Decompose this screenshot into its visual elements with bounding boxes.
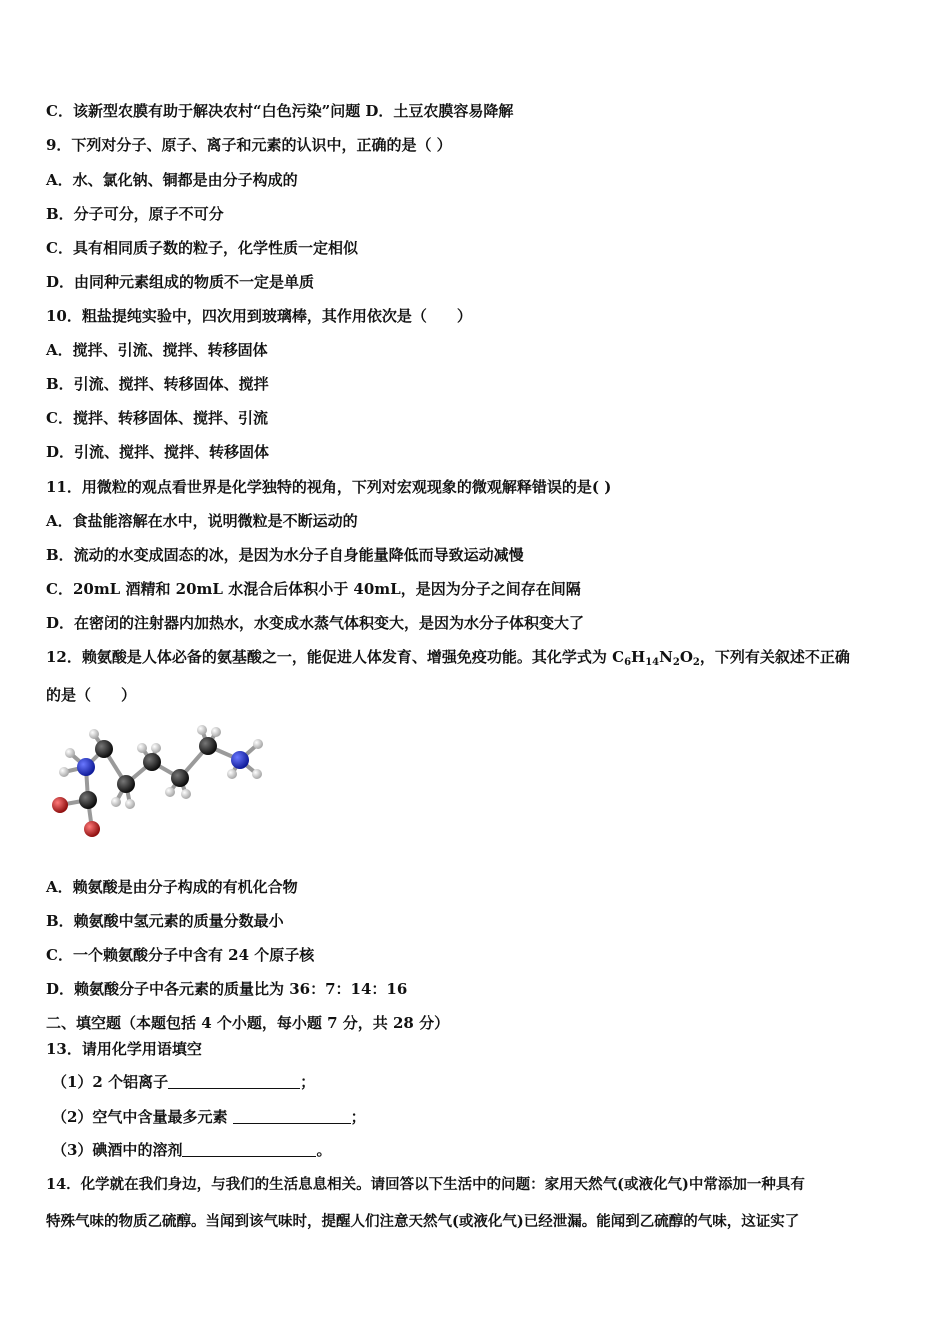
q13-blank-3[interactable] (182, 1142, 316, 1157)
q13-item-1-end: ； (300, 1073, 316, 1091)
q10-option-b: B．引流、搅拌、转移固体、搅拌 (46, 375, 269, 393)
q9-option-d: D．由同种元素组成的物质不一定是单质 (46, 273, 315, 291)
q12-stem-suffix: ，下列有关叙述不正确 (699, 648, 850, 666)
formula-carbon-subscript: 6 (624, 657, 632, 668)
formula-hydrogen-subscript: 14 (645, 657, 660, 668)
q13-item-2-end: ； (350, 1108, 366, 1126)
formula-oxygen: O (679, 648, 693, 666)
q12-stem-prefix: 12．赖氨酸是人体必备的氨基酸之一，能促进人体发育、增强免疫功能。其化学式为 (46, 648, 613, 666)
q12-option-a: A．赖氨酸是由分子构成的有机化合物 (46, 878, 298, 896)
q12-stem (46, 647, 850, 667)
q12-option-b: B．赖氨酸中氢元素的质量分数最小 (46, 912, 284, 930)
q11-option-c: C．20mL 酒精和 20mL 水混合后体积小于 40mL，是因为分子之间存在间隔 (46, 580, 581, 598)
q12-stem-continued: 的是（ ） (46, 686, 137, 704)
q13-item-2-label: （2）空气中含量最多元素 (52, 1108, 233, 1126)
q11-option-d: D．在密闭的注射器内加热水，水变成水蒸气体积变大，是因为水分子体积变大了 (46, 614, 585, 632)
q9-option-c: C．具有相同质子数的粒子，化学性质一定相似 (46, 239, 358, 257)
formula-nitrogen: N (659, 648, 673, 666)
q9-option-b: B．分子可分，原子不可分 (46, 205, 224, 223)
q12-option-d: D．赖氨酸分子中各元素的质量比为 36：7：14：16 (46, 980, 408, 998)
formula-hydrogen: H (631, 648, 646, 666)
formula-carbon: C (612, 648, 625, 666)
q10-stem: 10．粗盐提纯实验中，四次用到玻璃棒，其作用依次是（ ） (46, 307, 472, 325)
q13-blank-1[interactable] (168, 1074, 300, 1089)
q11-option-b: B．流动的水变成固态的冰，是因为水分子自身能量降低而导致运动减慢 (46, 546, 524, 564)
carbon-atoms (79, 737, 217, 809)
q13-item-3-label: （3）碘酒中的溶剂 (52, 1141, 183, 1159)
q13-item-1-label: （1）2 个铝离子 (52, 1073, 169, 1091)
q14-stem-continued: 特殊气味的物质乙硫醇。当闻到该气味时，提醒人们注意天然气(或液化气)已经泄漏。能闻到乙硫醇的气味，这证实了 (46, 1213, 800, 1230)
q13-stem: 13．请用化学用语填空 (46, 1040, 202, 1058)
q10-option-c: C．搅拌、转移固体、搅拌、引流 (46, 409, 268, 427)
q14-stem: 14．化学就在我们身边，与我们的生活息息相关。请回答以下生活中的问题：家用天然气(或液化气)中常添加一种具有 (46, 1176, 805, 1193)
formula-oxygen-subscript: 2 (692, 657, 700, 668)
lysine-molecule-model (44, 722, 274, 850)
q13-blank-2[interactable] (233, 1109, 351, 1124)
q11-option-a: A．食盐能溶解在水中，说明微粒是不断运动的 (46, 512, 358, 530)
q13-item-2 (52, 1107, 366, 1127)
q10-option-a: A．搅拌、引流、搅拌、转移固体 (46, 341, 268, 359)
section-heading: 二、填空题（本题包括 4 个小题，每小题 7 分，共 28 分） (46, 1014, 450, 1032)
q9-option-a: A．水、氯化钠、铜都是由分子构成的 (46, 171, 298, 189)
q13-item-3 (52, 1140, 331, 1160)
q13-item-1 (52, 1072, 315, 1092)
q12-option-c: C．一个赖氨酸分子中含有 24 个原子核 (46, 946, 315, 964)
formula-nitrogen-subscript: 2 (672, 657, 680, 668)
q13-item-3-end: 。 (316, 1141, 332, 1159)
q11-stem: 11．用微粒的观点看世界是化学独特的视角，下列对宏观现象的微观解释错误的是( ) (46, 478, 612, 496)
q8-option-c-d: C．该新型农膜有助于解决农村“白色污染”问题 D．土豆农膜容易降解 (46, 102, 514, 120)
q10-option-d: D．引流、搅拌、搅拌、转移固体 (46, 443, 270, 461)
q9-stem: 9．下列对分子、原子、离子和元素的认识中，正确的是（ ） (46, 136, 452, 154)
